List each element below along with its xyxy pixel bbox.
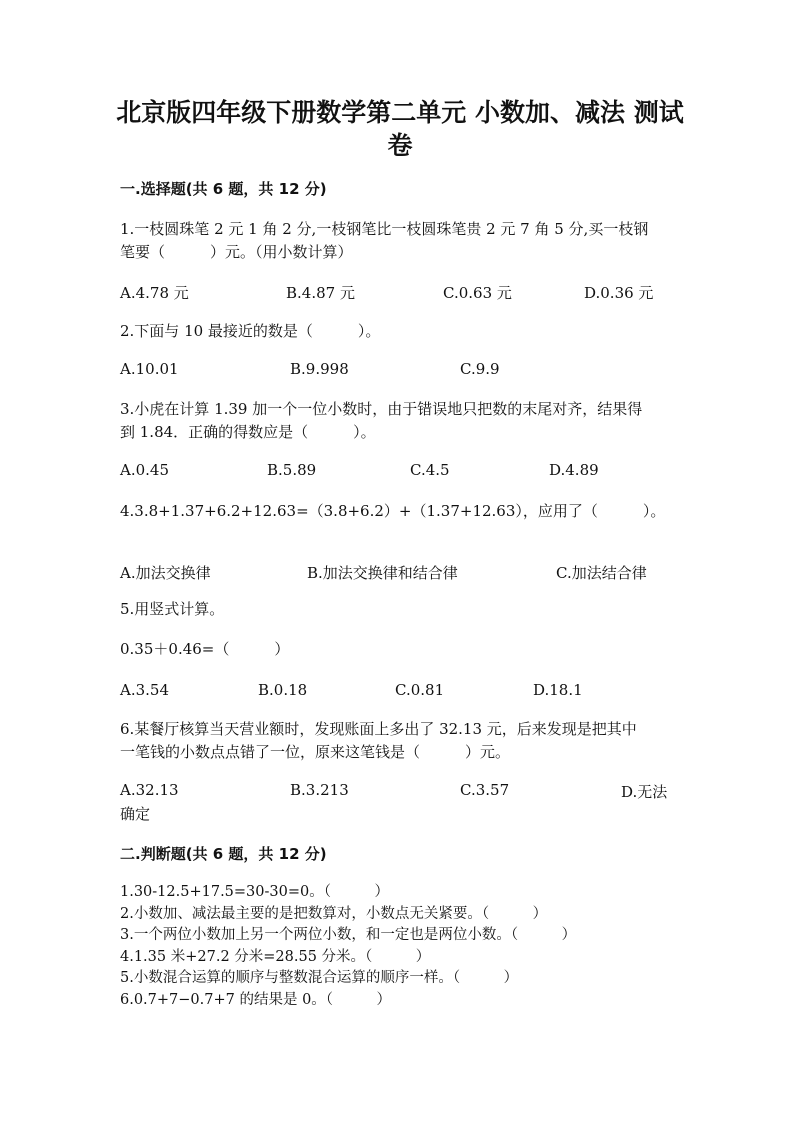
question-2-option-b: B.9.998	[290, 360, 349, 378]
question-2-line-1: 2.下面与 10 最接近的数是（ ）。	[120, 322, 381, 340]
question-6-option-d: D.无法	[621, 783, 668, 801]
question-1-option-b: B.4.87 元	[286, 284, 355, 302]
judgement-item-6: 6.0.7+7−0.7+7 的结果是 0。（ ）	[120, 992, 392, 1008]
question-5-line-1: 5.用竖式计算。	[120, 600, 225, 618]
question-3-option-a: A.0.45	[120, 461, 169, 479]
question-6-option-a: A.32.13	[120, 781, 179, 799]
judgement-item-2: 2.小数加、减法最主要的是把数算对，小数点无关紧要。（ ）	[120, 906, 548, 922]
question-1-line-2: 笔要（ ）元。（用小数计算）	[120, 243, 353, 261]
judgement-item-4: 4.1.35 米+27.2 分米=28.55 分米。（ ）	[120, 949, 431, 965]
question-6-option-b: B.3.213	[290, 781, 349, 799]
question-2-option-c: C.9.9	[460, 360, 500, 378]
question-4-option-a: A.加法交换律	[120, 564, 211, 582]
question-3-option-c: C.4.5	[410, 461, 450, 479]
question-5-option-a: A.3.54	[120, 681, 169, 699]
section-heading-choice: 一.选择题(共 6 题，共 12 分)	[120, 180, 327, 198]
question-6-option-d-cont: 确定	[120, 805, 151, 823]
question-2-option-a: A.10.01	[120, 360, 179, 378]
question-1-option-c: C.0.63 元	[443, 284, 512, 302]
question-4-option-b: B.加法交换律和结合律	[307, 564, 458, 582]
question-6-line-1: 6.某餐厅核算当天营业额时，发现账面上多出了 32.13 元，后来发现是把其中	[120, 720, 637, 738]
question-1-line-1: 1.一枝圆珠笔 2 元 1 角 2 分,一枝钢笔比一枝圆珠笔贵 2 元 7 角 5 分,买一枝钢	[120, 220, 649, 238]
question-3-option-d: D.4.89	[549, 461, 599, 479]
question-4-option-c: C.加法结合律	[556, 564, 647, 582]
question-5-option-b: B.0.18	[258, 681, 308, 699]
judgement-item-5: 5.小数混合运算的顺序与整数混合运算的顺序一样。（ ）	[120, 970, 519, 986]
section-heading-judgement: 二.判断题(共 6 题，共 12 分)	[120, 845, 327, 863]
question-1-option-a: A.4.78 元	[120, 284, 189, 302]
judgement-item-1: 1.30-12.5+17.5=30-30=0。（ ）	[120, 884, 389, 900]
question-3-line-1: 3.小虎在计算 1.39 加一个一位小数时，由于错误地只把数的末尾对齐，结果得	[120, 400, 643, 418]
question-6-line-2: 一笔钱的小数点点错了一位，原来这笔钱是（ ）元。	[120, 743, 511, 761]
judgement-item-3: 3.一个两位小数加上另一个两位小数，和一定也是两位小数。（ ）	[120, 927, 577, 943]
question-5-line-2: 0.35＋0.46=（ ）	[120, 640, 290, 658]
question-1-option-d: D.0.36 元	[584, 284, 654, 302]
question-5-option-d: D.18.1	[533, 681, 583, 699]
page-title: 北京版四年级下册数学第二单元 小数加、减法 测试卷	[116, 98, 684, 160]
question-3-option-b: B.5.89	[267, 461, 317, 479]
question-5-option-c: C.0.81	[395, 681, 445, 699]
question-3-line-2: 到 1.84．正确的得数应是（ ）。	[120, 423, 376, 441]
question-4-line-1: 4.3.8+1.37+6.2+12.63=（3.8+6.2）+（1.37+12.63），应用了（ ）。	[120, 502, 666, 520]
question-6-option-c: C.3.57	[460, 781, 510, 799]
